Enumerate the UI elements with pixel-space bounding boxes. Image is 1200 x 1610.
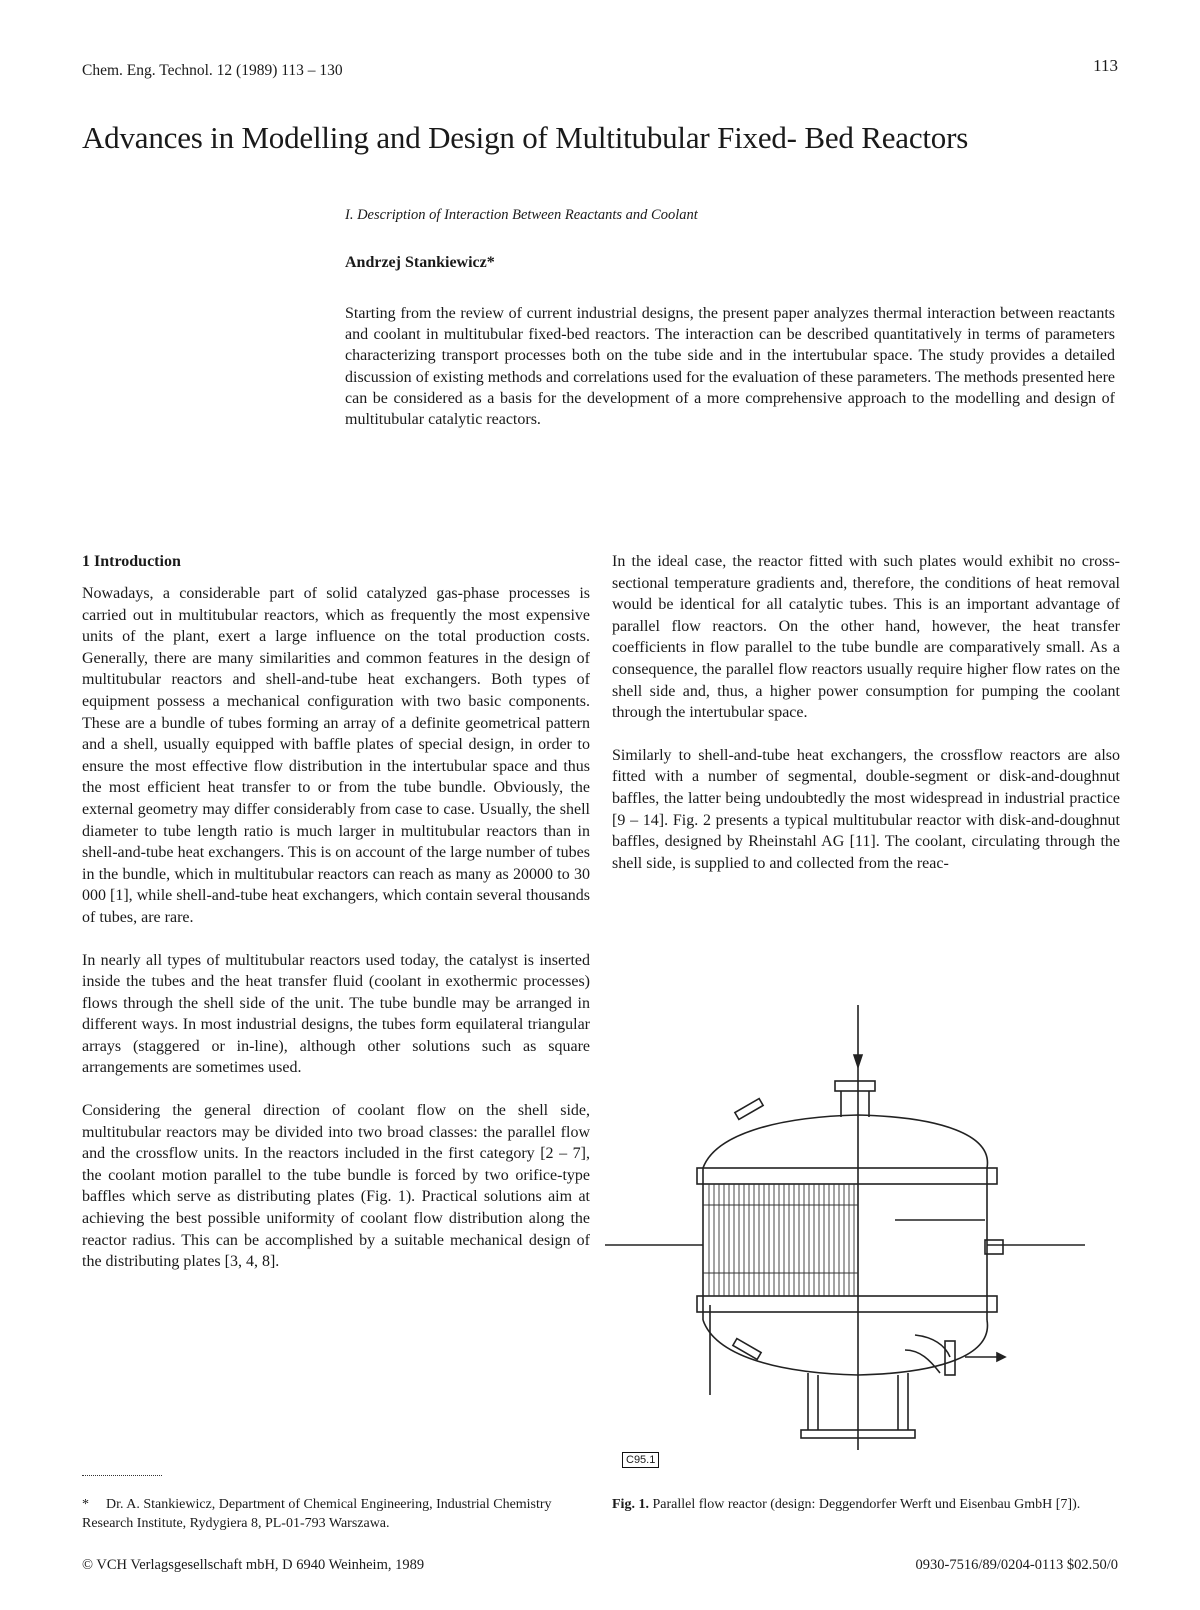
section-heading: 1 Introduction xyxy=(82,553,181,570)
paragraph: In nearly all types of multitubular reactors used today, the catalyst is inserted inside the tubes and the heat transfer fluid (coolant in exothermic processes) flows through the shell side of the unit. The tube bundle may be arranged in different ways. In most industrial designs, the tubes form equilateral triangular arrays (staggered or in-line), although other solutions such as square arrangements are sometimes used. xyxy=(82,951,590,1077)
figure-caption xyxy=(612,1495,1120,1514)
inlet-arrow xyxy=(854,1055,862,1067)
figure-label: C95.1 xyxy=(622,1452,659,1468)
paragraph: Nowadays, a considerable part of solid catalyzed gas-phase processes is carried out in multitubular reactors, which as frequently the most expensive units of the plant, exert a large influence on the total production costs. Generally, there are many similarities and common features in the design of multitubular reactors and shell-and-tube heat exchangers. Both types of equipment possess a mechanical configuration with two basic components. These are a bundle of tubes forming an array of a definite geometrical pattern and a shell, usually equipped with baffle plates of special design, in order to ensure the most effective flow distribution in the intertubular space and thus the most efficient heat transfer to or from the tube bundle. Obviously, the external geometry may differ considerably from case to case. Usually, the shell diameter to tube length ratio is much larger in multitubular reactors than in shell-and-tube heat exchangers. This is on account of the large number of tubes in the bundle, which in multitubular reactors can reach as many as 20000 to 30 000 [1], while shell-and-tube heat exchangers, which contain several thousands of tubes, are rare. xyxy=(82,585,590,926)
left-column xyxy=(82,583,590,1294)
abstract: Starting from the review of current industrial designs, the present paper analyzes thermal interaction between reactants and coolant in multitubular fixed-bed reactors. The interaction can be described quantitatively in terms of parameters characterizing transport processes both on the tube side and in the intertubular space. The study provides a detailed discussion of existing methods and correlations used for the evaluation of these parameters. The methods presented here can be considered as a basis for the development of a more comprehensive approach to the modelling and design of multitubular catalytic reactors. xyxy=(345,305,1115,429)
issn-code: 0930-7516/89/0204-0113 $02.50/0 xyxy=(915,1557,1118,1573)
footnote-mark: * xyxy=(82,1497,89,1512)
footnote-rule xyxy=(82,1475,162,1476)
top-head xyxy=(703,1115,987,1168)
paragraph: Similarly to shell-and-tube heat exchangers, the crossflow reactors are also fitted with a number of segmental, double-segment or disk-and-doughnut baffles, the latter being undoubtedly the most widespread in industrial practice [9 – 14]. Fig. 2 presents a typical multitubular reactor with disk-and-doughnut baffles, designed by Rheinstahl AG [11]. The coolant, circulating through the shell side, is supplied to and collected from the reac- xyxy=(612,746,1120,872)
article-title: Advances in Modelling and Design of Multitubular Fixed- Bed Reactors xyxy=(82,120,969,155)
paragraph: Considering the general direction of coolant flow on the shell side, multitubular reactors may be divided into two broad classes: the parallel flow and the crossflow units. In the reactors included in the first category [2 – 7], the coolant motion parallel to the tube bundle is forced by two orifice-type baffles which serve as distributing plates (Fig. 1). Practical solutions aim at achieving the best possible uniformity of coolant flow distribution along the reactor radius. This can be accomplished by a suitable mechanical design of the distributing plates [3, 4, 8]. xyxy=(82,1102,590,1271)
right-column xyxy=(612,551,1120,895)
caption-lead: Fig. 1. xyxy=(612,1497,649,1512)
page-number: 113 xyxy=(1093,56,1118,75)
flange-top xyxy=(697,1168,997,1184)
footnote xyxy=(82,1495,592,1533)
outlet-arrow xyxy=(997,1353,1005,1361)
tube-bundle xyxy=(703,1184,858,1296)
article-subtitle: I. Description of Interaction Between Reactants and Coolant xyxy=(345,207,698,223)
copyright: © VCH Verlagsgesellschaft mbH, D 6940 Weinheim, 1989 xyxy=(82,1557,425,1573)
reactor-figure xyxy=(605,1005,1105,1475)
running-head: Chem. Eng. Technol. 12 (1989) 113 – 130 xyxy=(82,62,343,79)
author-name: Andrzej Stankiewicz* xyxy=(345,254,495,271)
caption-text: Parallel flow reactor (design: Deggendorfer Werft und Eisenbau GmbH [7]). xyxy=(652,1497,1081,1512)
paragraph: In the ideal case, the reactor fitted with such plates would exhibit no cross-sectional temperature gradients and, therefore, the conditions of heat removal would be identical for all catalytic tubes. This is an important advantage of parallel flow reactors. On the other hand, however, the heat transfer coefficients in flow parallel to the tube bundle are comparatively small. As a consequence, the parallel flow reactors usually require higher flow rates on the shell side and, thus, a higher power consumption for pumping the coolant through the intertubular space. xyxy=(612,553,1120,722)
flange-bottom xyxy=(697,1296,997,1312)
footnote-text: Dr. A. Stankiewicz, Department of Chemical Engineering, Industrial Chemistry Research Institute, Rydygiera 8, PL-01-793 Warszawa. xyxy=(82,1497,552,1531)
top-nozzle xyxy=(835,1081,875,1091)
